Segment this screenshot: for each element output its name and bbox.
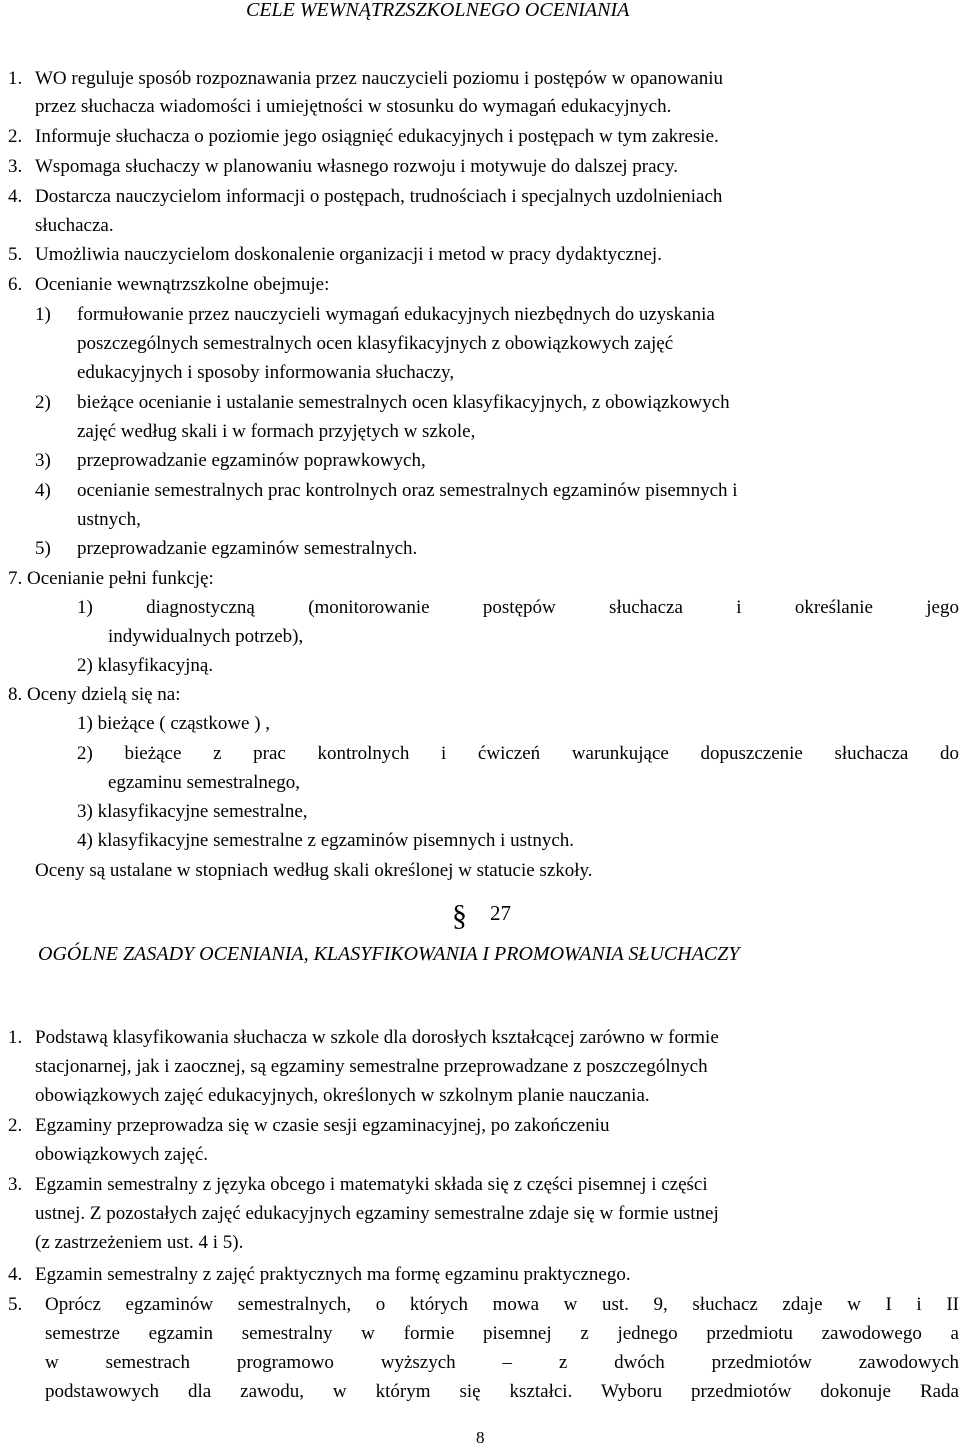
list-number: 3. — [8, 1174, 23, 1195]
sublist-text: zajęć według skali i w formach przyjętych w szkole, — [77, 421, 476, 442]
list-text: semestrze egzamin semestralny w formie pisemnej z jednego przedmiotu zawodowego a — [45, 1323, 959, 1344]
grade-item: egzaminu semestralnego, — [108, 772, 301, 793]
sublist-number: 4) — [35, 480, 51, 501]
sublist-number: 2) — [35, 392, 51, 413]
sublist-text: bieżące ocenianie i ustalanie semestralnych ocen klasyfikacyjnych, z obowiązkowych — [77, 392, 730, 413]
list-text: Egzamin semestralny z zajęć praktycznych ma formę egzaminu praktycznego. — [35, 1264, 631, 1285]
grade-item: 3) klasyfikacyjne semestralne, — [77, 801, 308, 822]
list-text: przez słuchacza wiadomości i umiejętności w stosunku do wymagań edukacyjnych. — [35, 96, 672, 117]
list-number: 2. — [8, 1115, 23, 1136]
list-number: 6. — [8, 274, 23, 295]
sublist-number: 5) — [35, 538, 51, 559]
list-number: 3. — [8, 156, 23, 177]
list-text: WO reguluje sposób rozpoznawania przez nauczycieli poziomu i postępów w opanowaniu — [35, 68, 723, 89]
list-text: stacjonarnej, jak i zaocznej, są egzaminy semestralne przeprowadzane z poszczególnych — [35, 1056, 708, 1077]
section-title: CELE WEWNĄTRZSZKOLNEGO OCENIANIA — [246, 0, 630, 21]
page-number: 8 — [476, 1428, 485, 1447]
sublist-text: przeprowadzanie egzaminów poprawkowych, — [77, 450, 426, 471]
sublist-text: ocenianie semestralnych prac kontrolnych oraz semestralnych egzaminów pisemnych i — [77, 480, 738, 501]
list-text: Egzamin semestralny z języka obcego i matematyki składa się z części pisemnej i części — [35, 1174, 708, 1195]
sublist-text: ustnych, — [77, 509, 141, 530]
list-text: podstawowych dla zawodu, w którym się kształci. Wyboru przedmiotów dokonuje Rada — [45, 1381, 959, 1402]
list-number: 1. — [8, 1027, 23, 1048]
list-text: Informuje słuchacza o poziomie jego osiągnięć edukacyjnych i postępach w tym zakresie. — [35, 126, 719, 147]
list-number: 4. — [8, 186, 23, 207]
list-number: 5. — [8, 1294, 23, 1315]
list-text: Podstawą klasyfikowania słuchacza w szkole dla dorosłych kształcącej zarówno w formie — [35, 1027, 719, 1048]
section-heading: OGÓLNE ZASADY OCENIANIA, KLASYFIKOWANIA I PROMOWANIA SŁUCHACZY — [38, 943, 740, 965]
section-sign: § — [452, 899, 467, 932]
list-text: obowiązkowych zajęć. — [35, 1144, 209, 1165]
list-text: Oprócz egzaminów semestralnych, o których mowa w ust. 9, słuchacz zdaje w I i II — [45, 1294, 959, 1315]
list-text: Ocenianie wewnątrzszkolne obejmuje: — [35, 274, 330, 295]
list-text: Egzaminy przeprowadza się w czasie sesji egzaminacyjnej, po zakończeniu — [35, 1115, 610, 1136]
list-text: Dostarcza nauczycielom informacji o postępach, trudnościach i specjalnych uzdolnieniach — [35, 186, 723, 207]
functions-title: 7. Ocenianie pełni funkcję: — [8, 568, 214, 589]
sublist-number: 3) — [35, 450, 51, 471]
grade-item: 4) klasyfikacyjne semestralne z egzaminów pisemnych i ustnych. — [77, 830, 575, 851]
sublist-text: formułowanie przez nauczycieli wymagań edukacyjnych niezbędnych do uzyskania — [77, 304, 715, 325]
sublist-number: 1) — [35, 304, 51, 325]
sublist-text: poszczególnych semestralnych ocen klasyfikacyjnych z obowiązkowych zajęć — [77, 333, 674, 354]
list-text: ustnej. Z pozostałych zajęć edukacyjnych egzaminy semestralne zdaje się w formie ustnej — [35, 1203, 719, 1224]
list-number: 1. — [8, 68, 23, 89]
grades-title: 8. Oceny dzielą się na: — [8, 684, 181, 705]
list-number: 4. — [8, 1264, 23, 1285]
list-text: Umożliwia nauczycielom doskonalenie organizacji i metod w pracy dydaktycznej. — [35, 244, 662, 265]
function-item: indywidualnych potrzeb), — [108, 626, 304, 647]
section-number: 27 — [490, 901, 511, 925]
grades-note: Oceny są ustalane w stopniach według skali określonej w statucie szkoły. — [35, 860, 593, 881]
list-text: słuchacza. — [35, 215, 114, 236]
sublist-text: edukacyjnych i sposoby informowania słuchaczy, — [77, 362, 455, 383]
function-item: 2) klasyfikacyjną. — [77, 655, 214, 676]
list-text: (z zastrzeżeniem ust. 4 i 5). — [35, 1232, 244, 1253]
list-number: 5. — [8, 244, 23, 265]
list-text: w semestrach programowo wyższych – z dwóch przedmiotów zawodowych — [45, 1352, 959, 1373]
list-number: 2. — [8, 126, 23, 147]
list-text: Wspomaga słuchaczy w planowaniu własnego rozwoju i motywuje do dalszej pracy. — [35, 156, 678, 177]
grade-item: 2) bieżące z prac kontrolnych i ćwiczeń warunkujące dopuszczenie słuchacza do — [77, 743, 959, 764]
sublist-text: przeprowadzanie egzaminów semestralnych. — [77, 538, 418, 559]
grade-item: 1) bieżące ( cząstkowe ) , — [77, 713, 271, 734]
list-text: obowiązkowych zajęć edukacyjnych, określonych w szkolnym planie nauczania. — [35, 1085, 650, 1106]
function-item: 1) diagnostyczną (monitorowanie postępów słuchacza i określanie jego — [77, 597, 959, 618]
